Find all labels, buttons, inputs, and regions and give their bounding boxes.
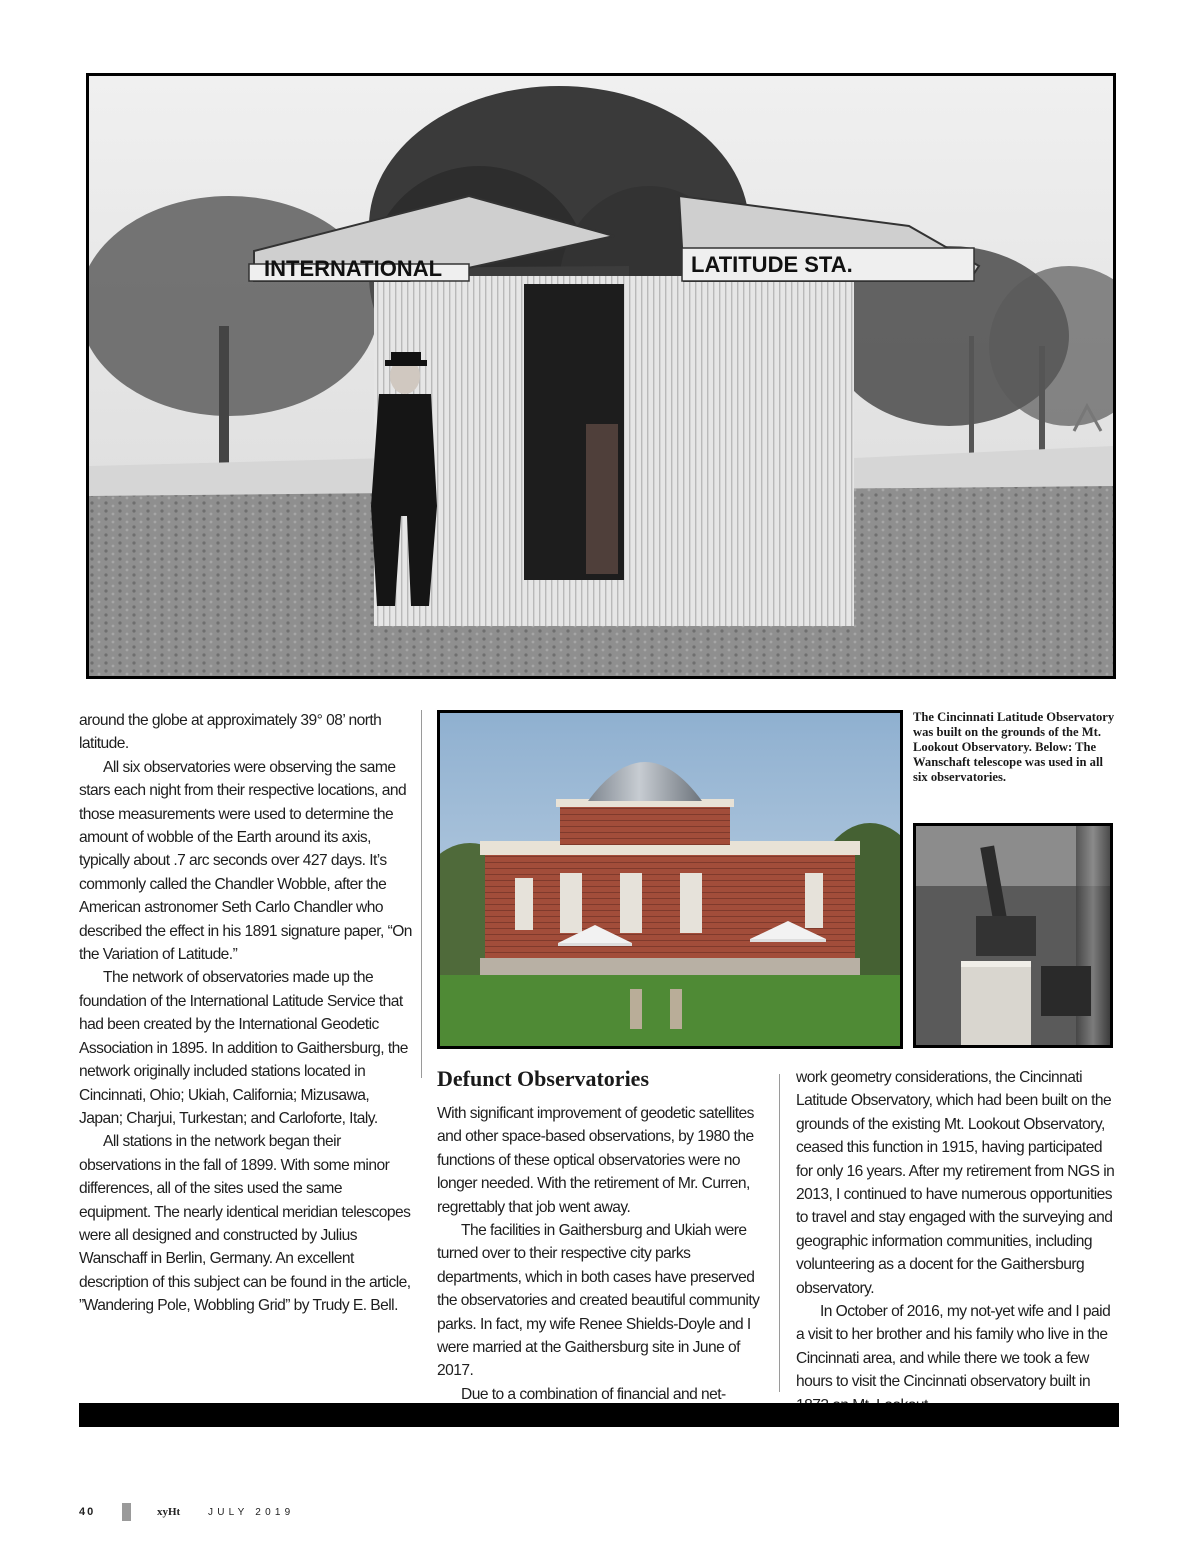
telescope-illustration (916, 826, 1110, 1045)
article-column-2 (437, 1102, 762, 1406)
paragraph: In October of 2016, my not-yet wife and I paid a visit to her brother and his family who live in the Cincinnati area, and while there we took a few hours to visit the Cincinnati observatory built in (796, 1303, 1111, 1391)
page-footer (79, 1503, 479, 1523)
paragraph: Due to a combination of financial and net- (461, 1385, 726, 1403)
paragraph: around the globe at approximately 39° 08’ north latitude. (79, 712, 382, 753)
cincinnati-observatory-photo (437, 710, 903, 1049)
column-divider (421, 710, 422, 1078)
cincinnati-observatory-illustration (440, 713, 900, 1046)
paragraph: All stations in the network began their observations in the fall of 1899. With some minor differences, all of the sites used the same equipment. The nearly identical meridian telescopes were all designed and constructed by Julius Wanschaff in Berlin, Germany. An excellent description of this subject can be found in the article, ”Wandering Pole, Wobbling Grid” by Trudy E. Bell. (79, 1133, 411, 1315)
black-rule-bar (79, 1403, 1119, 1427)
paragraph: The network of observatories made up the foundation of the International Latitude Service that had been created by the International Geodetic Association in 1895. In addition to Gaithersburg, the network originally included stations located in Cincinnati, Ohio; Ukiah, California; Mizusawa, Japan; Charjui, Turkestan; and Carloforte, Italy. (79, 969, 408, 1127)
article-column-1 (79, 709, 413, 1318)
historic-station-illustration (89, 76, 1113, 676)
paragraph: All six observatories were observing the same stars each night from their respective locations, and those measurements were used to determine the amount of wobble of the Earth around its axis, typically about .7 arc seconds over 427 days. It’s commonly called the Chandler Wobble, after the American astronomer Seth Carlo Chandler who described the effect in his 1891 signature paper, “On the Variation of Latitude.” (79, 758, 412, 964)
magazine-name: xyHt (157, 1506, 181, 1518)
historic-station-photo (86, 73, 1116, 679)
wanschaft-telescope-photo (913, 823, 1113, 1048)
article-column-3 (796, 1066, 1121, 1417)
footer-divider-block (122, 1503, 131, 1521)
paragraph: work geometry considerations, the Cincinnati Latitude Observatory, which had been built on the grounds of the existing Mt. Lookout Observatory, ceased this function in 1915, having participated for only 16 years. After my retirement from NGS in 2013, I continued to have numerous opportunities to travel and stay engaged with the surveying and geographic information communities, including volunteering as a docent for the Gaithersburg observatory. (796, 1069, 1115, 1297)
sign-latitude-station: LATITUDE STA. (691, 252, 853, 277)
sign-international: INTERNATIONAL (264, 256, 443, 281)
paragraph: The facilities in Gaithersburg and Ukiah were turned over to their respective city parks departments, which in both cases have preserved the observatories and created beautiful community parks. In fact, my wife Renee Shields-Doyle and I were married at the Gaithersburg site in June of 2017. (437, 1222, 760, 1380)
section-heading: Defunct Observatories (437, 1066, 650, 1091)
page-number: 40 (79, 1506, 96, 1518)
photo-caption: The Cincinnati Latitude Observatory was built on the grounds of the Mt. Lookout Observatory. Below: The Wanschaft telescope was used in all six observatories. (913, 710, 1115, 784)
issue-date: JULY 2019 (208, 1507, 295, 1518)
paragraph: With significant improvement of geodetic satellites and other space-based observations, by 1980 the functions of these optical observatories were no longer needed. With the retirement of Mr. Curren, regrettably that job went away. (437, 1105, 754, 1216)
column-divider (779, 1074, 780, 1392)
